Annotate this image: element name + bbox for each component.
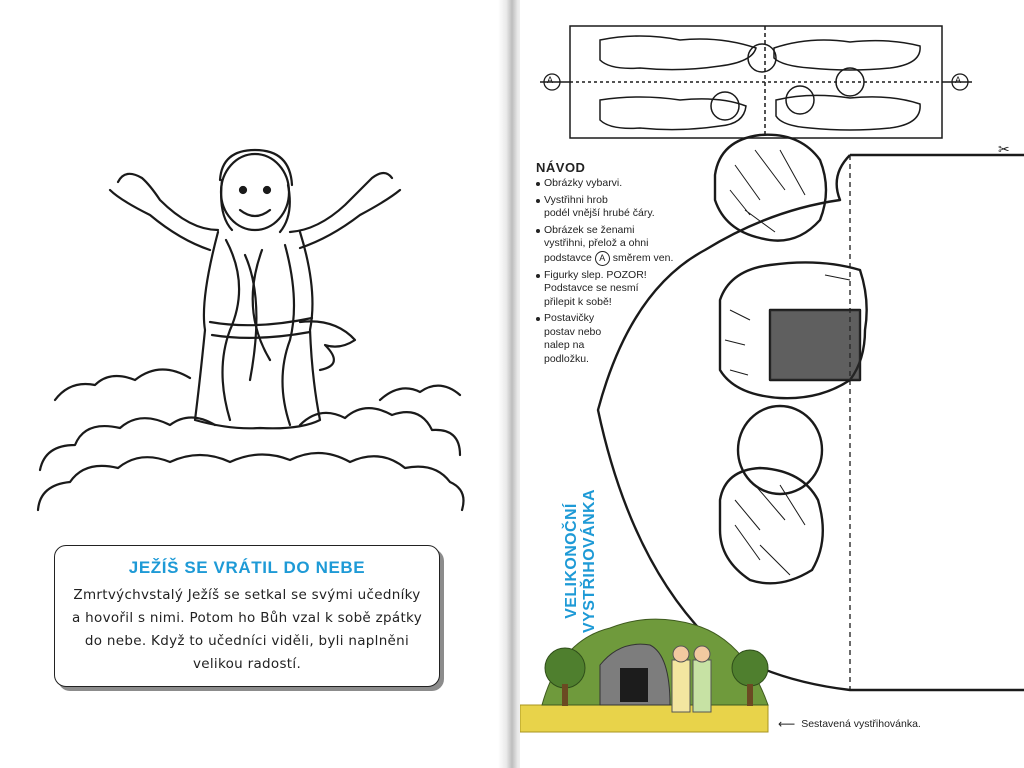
instruction-line: Obrázky vybarvi. [544,177,623,189]
cutout-template-illustration [520,0,1024,768]
story-line: do nebe. Když to učedníci viděli, byli naplněni [84,633,410,649]
vertical-title-line: VELIKONOČNÍ [563,503,580,619]
instruction-item [536,194,696,221]
instruction-item [536,312,696,366]
strip-marker-left: A [547,75,554,85]
instruction-line: nalep na [544,339,585,351]
strip-marker-right: A [955,75,962,85]
story-line: velikou radostí. [192,656,302,672]
instruction-line: podél vnější hrubé čáry. [544,207,655,219]
instruction-line: Figurky slep. POZOR! [544,268,647,281]
instruction-line: Podstavce se nesmí [544,282,639,294]
instructions [536,160,696,369]
story-body [65,584,429,676]
arrow-left-icon: ⟵ [778,717,796,731]
instruction-fragment: podstavce [544,251,592,264]
instruction-line: přilepit k sobě! [544,295,612,308]
instruction-item [536,269,696,310]
instruction-line: podložku. [544,352,589,365]
left-page [0,0,504,768]
instruction-line: Vystřihni hrob [544,193,608,206]
assembled-caption [778,717,921,731]
circle-a-marker: A [595,251,610,266]
right-page [520,0,1024,768]
instruction-line [544,251,696,266]
instruction-line: postav nebo [544,325,602,338]
instructions-title: NÁVOD [536,160,586,175]
vertical-title-line: VYSTŘIHOVÁNKA [581,489,598,633]
story-line: Zmrtvýchvstalý Ježíš se setkal se svými učedníky [73,587,421,603]
instruction-line: Postavičky [544,312,595,324]
instructions-list [536,177,696,366]
vertical-title [560,488,602,634]
instruction-fragment: směrem ven. [612,251,674,264]
instruction-item [536,224,696,266]
instruction-item [536,177,696,191]
instruction-line: vystřihni, přelož a ohni [544,237,649,249]
story-text-box [54,545,440,687]
story-line: a hovořil s nimi. Potom ho Bůh vzal k sobě zpátky [72,610,422,626]
caption-text: Sestavená vystřihovánka. [801,718,921,730]
svg-text:✂: ✂ [998,142,1010,158]
instruction-line: Obrázek se ženami [544,223,635,236]
story-title: JEŽÍŠ SE VRÁTIL DO NEBE [128,558,366,577]
